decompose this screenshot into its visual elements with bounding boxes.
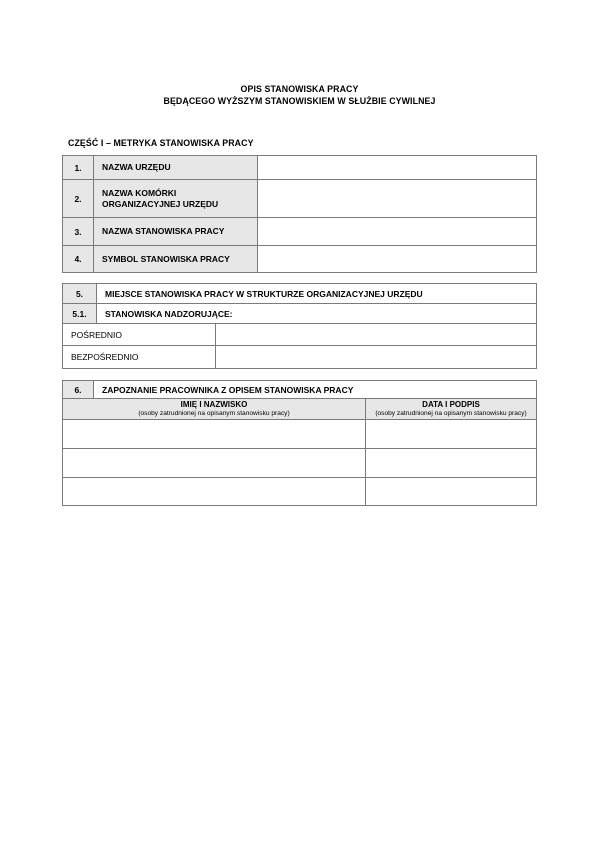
row-number: 3. <box>63 218 94 246</box>
table-row <box>63 156 537 180</box>
field-nazwa-urzedu[interactable] <box>258 156 537 180</box>
metryka-table <box>62 155 537 273</box>
table-row <box>63 218 537 246</box>
row-number: 5. <box>63 284 97 304</box>
part1-heading: CZĘŚĆ I – METRYKA STANOWISKA PRACY <box>68 138 254 148</box>
column-header-date-signature <box>366 399 537 420</box>
column-title: IMIĘ I NAZWISKO <box>180 400 248 409</box>
employee-name-cell[interactable] <box>63 419 366 448</box>
table-row <box>63 477 537 505</box>
row-label: SYMBOL STANOWISKA PRACY <box>94 246 258 273</box>
section6-label: ZAPOZNANIE PRACOWNIKA Z OPISEM STANOWISKA PRACY <box>94 381 537 399</box>
column-subtitle: (osoby zatrudnionej na opisanym stanowisku pracy) <box>375 409 527 417</box>
row-label: NAZWA KOMÓRKI ORGANIZACYJNEJ URZĘDU <box>94 180 258 218</box>
table-row <box>63 448 537 477</box>
field-symbol-stanowiska[interactable] <box>258 246 537 273</box>
document-title-line1: OPIS STANOWISKA PRACY <box>240 84 359 94</box>
column-header-row <box>63 399 537 420</box>
date-signature-cell[interactable] <box>366 448 537 477</box>
posrednio-label: POŚREDNIO <box>63 324 216 346</box>
field-nazwa-stanowiska[interactable] <box>258 218 537 246</box>
date-signature-cell[interactable] <box>366 477 537 505</box>
row-label: NAZWA URZĘDU <box>94 156 258 180</box>
row-number: 1. <box>63 156 94 180</box>
document-title <box>62 84 537 107</box>
row-label: NAZWA STANOWISKA PRACY <box>94 218 258 246</box>
employee-name-cell[interactable] <box>63 448 366 477</box>
column-subtitle: (osoby zatrudnionej na opisanym stanowisku pracy) <box>138 409 290 417</box>
column-header-name <box>63 399 366 420</box>
document-title-line2: BĘDĄCEGO WYŻSZYM STANOWISKIEM W SŁUŻBIE CYWILNEJ <box>163 95 436 106</box>
table-row <box>63 246 537 273</box>
section5-row <box>63 284 537 304</box>
field-bezposrednio[interactable] <box>216 346 537 369</box>
bezposrednio-row <box>63 346 537 369</box>
section51-label: STANOWISKA NADZORUJĄCE: <box>97 304 537 324</box>
table-row <box>63 180 537 218</box>
employee-name-cell[interactable] <box>63 477 366 505</box>
column-title: DATA I PODPIS <box>422 400 480 409</box>
zapoznanie-table <box>62 380 537 506</box>
posrednio-row <box>63 324 537 346</box>
table-row <box>63 419 537 448</box>
row-number: 4. <box>63 246 94 273</box>
row-number: 5.1. <box>63 304 97 324</box>
section5-label: MIEJSCE STANOWISKA PRACY W STRUKTURZE ORGANIZACYJNEJ URZĘDU <box>97 284 537 304</box>
date-signature-cell[interactable] <box>366 419 537 448</box>
section51-row <box>63 304 537 324</box>
section6-row <box>63 381 537 399</box>
miejsce-table <box>62 283 537 369</box>
row-number: 2. <box>63 180 94 218</box>
bezposrednio-label: BEZPOŚREDNIO <box>63 346 216 369</box>
row-number: 6. <box>63 381 94 399</box>
field-nazwa-komorki[interactable] <box>258 180 537 218</box>
field-posrednio[interactable] <box>216 324 537 346</box>
